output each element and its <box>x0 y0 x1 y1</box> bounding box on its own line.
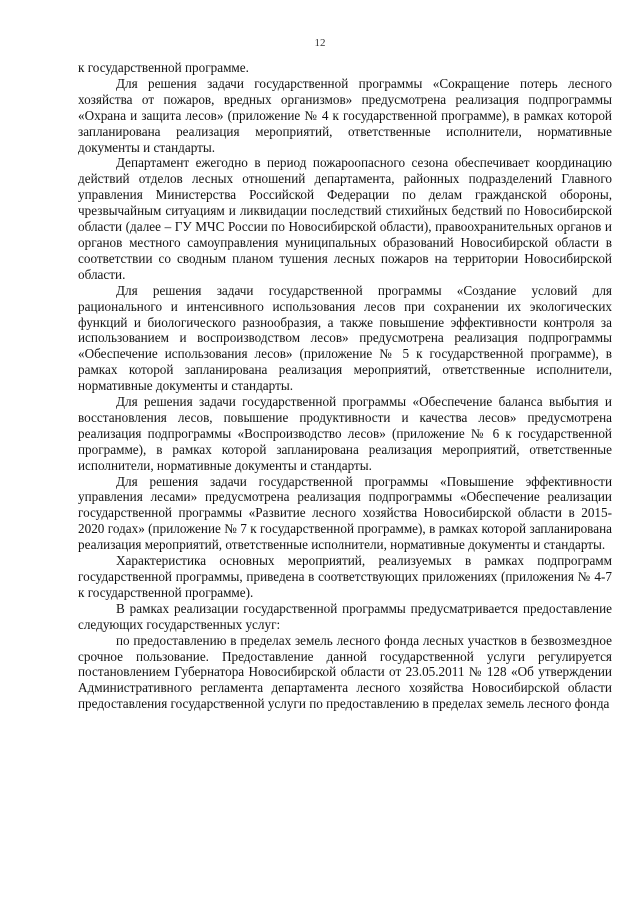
paragraph-state-services-intro: В рамках реализации государственной программы предусматривается предоставление следующих государственных услуг: <box>78 600 612 632</box>
paragraph-forest-protection: Для решения задачи государственной программы «Сокращение потерь лесного хозяйства от пожаров, вредных организмов» предусмотрена реализация подпрограммы «Охрана и защита лесов» (приложение № 4 к государственной программе), в рамках которой запланирована реализация мероприятий, ответственные исполнители, нормативные документы и стандарты. <box>78 75 612 155</box>
paragraph-reforestation: Для решения задачи государственной программы «Обеспечение баланса выбытия и восстановления лесов, повышение продуктивности и качества лесов» предусмотрена реализация подпрограммы «Воспроизводство лесов» (приложение № 6 к государственной программе), в рамках которой запланирована реализация мероприятий, ответственные исполнители, нормативные документы и стандарты. <box>78 394 612 473</box>
body-text <box>78 60 612 712</box>
paragraph-state-service-1: по предоставлению в пределах земель лесного фонда лесных участков в безвозмездное срочное пользование. Предоставление данной государственной услуги регулируется постановлением Губернатора Новосибирской области от 23.05.2011 № 128 «Об утверждении Административного регламента департамента лесного хозяйства Новосибирской области предоставления государственной услуги по предоставлению в пределах земель лесного фонда <box>78 632 612 712</box>
page-number: 12 <box>314 37 326 49</box>
paragraph-measures-characteristics: Характеристика основных мероприятий, реализуемых в рамках подпрограмм государственной программы, приведена в соответствующих приложениях (приложения № 4-7 к государственной программе). <box>78 553 612 600</box>
paragraph-forest-use: Для решения задачи государственной программы «Создание условий для рационального и интенсивного использования лесов при сохранении их экологических функций и биологического разнообразия, а также повышение эффективности контроля за использованием и воспроизводством лесов» предусмотрена реализация подпрограммы «Обеспечение использования лесов» (приложение № 5 к государственной программе), в рамках которой запланирована реализация мероприятий, ответственные исполнители, нормативные документы и стандарты. <box>78 282 612 394</box>
paragraph-fire-season-coordination: Департамент ежегодно в период пожароопасного сезона обеспечивает координацию действий отделов лесных отношений департамента, районных подразделений Главного управления Министерства Российской Федерации по делам гражданской обороны, чрезвычайным ситуациям и ликвидации последствий стихийных бедствий по Новосибирской области (далее – ГУ МЧС России по Новосибирской области), правоохранительных органов и органов местного самоуправления муниципальных образований Новосибирской области в соответствии со сводным планом тушения лесных пожаров на территории Новосибирской области. <box>78 155 612 282</box>
paragraph-forest-management: Для решения задачи государственной программы «Повышение эффективности управления лесами» предусмотрена реализация подпрограммы «Обеспечение реализации государственной программы «Развитие лесного хозяйства Новосибирской области в 2015-2020 годах» (приложение № 7 к государственной программе), в рамках которой запланирована реализация мероприятий, ответственные исполнители, нормативные документы и стандарты. <box>78 473 612 553</box>
paragraph-continuation: к государственной программе. <box>78 60 249 75</box>
